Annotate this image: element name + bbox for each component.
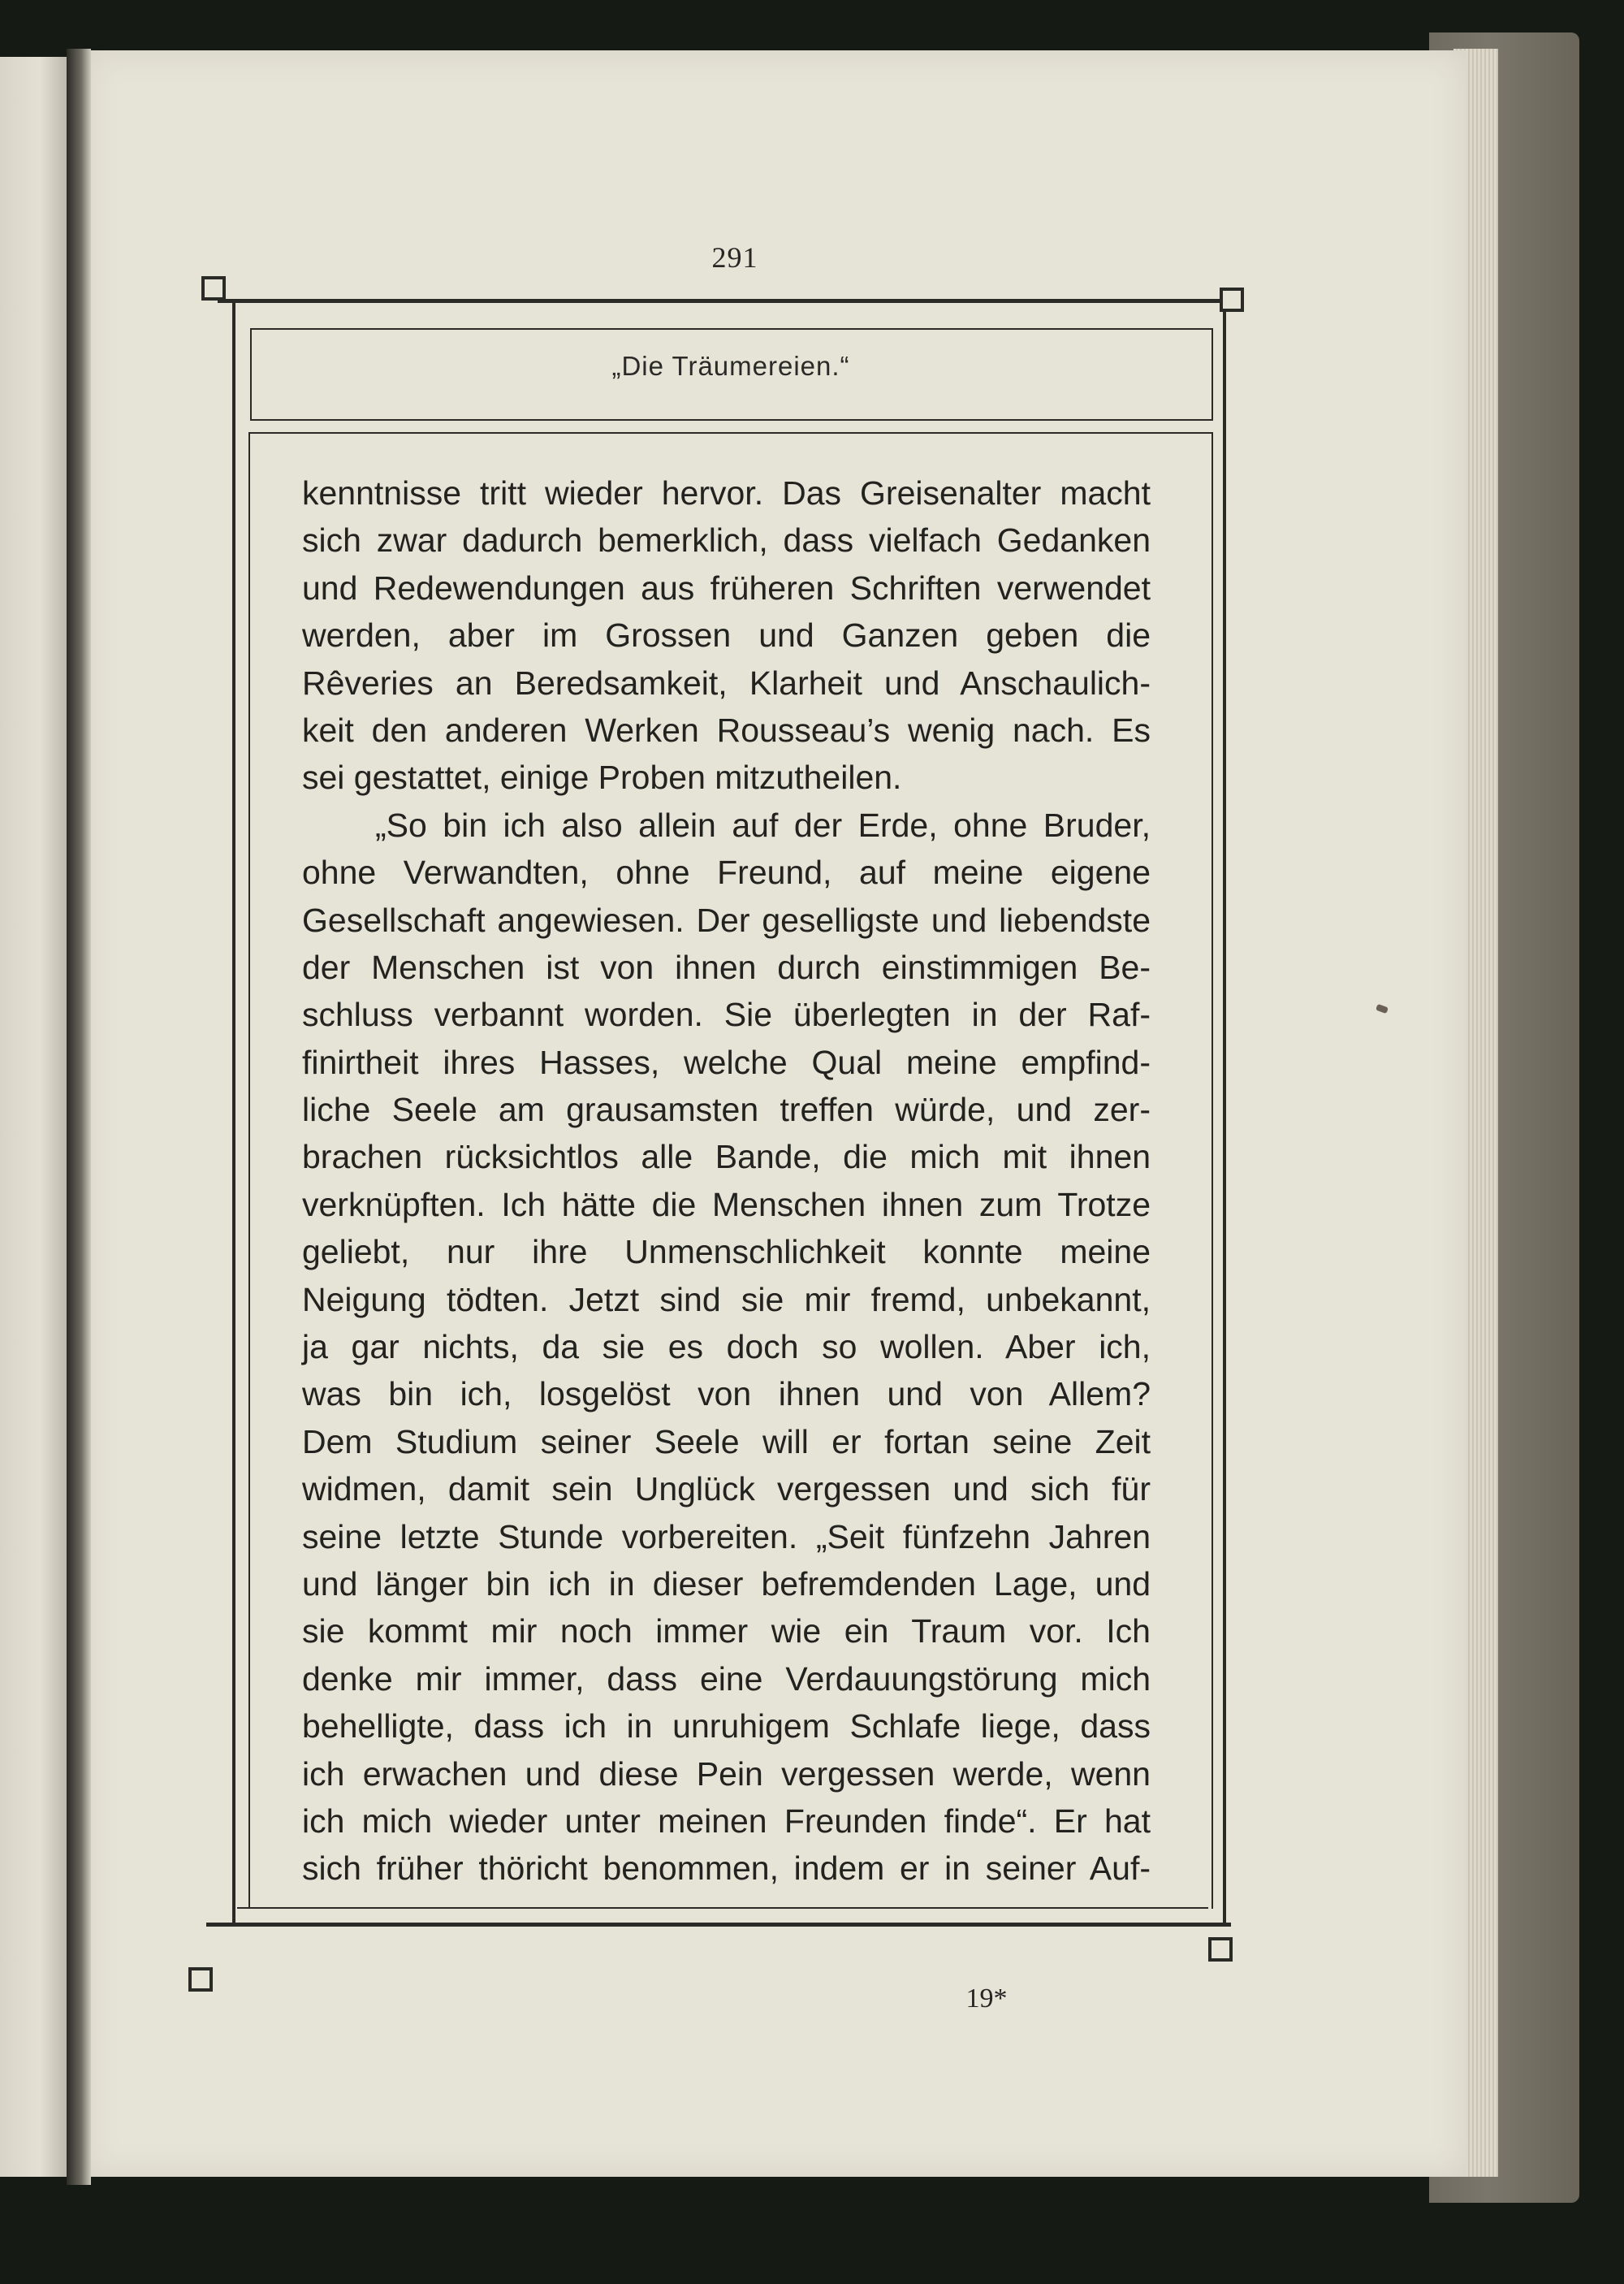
text-line: und länger bin ich in dieser befremdenden Lage, und	[302, 1564, 1151, 1603]
text-line: was bin ich, losgelöst von ihnen und von Allem?	[302, 1375, 1151, 1413]
text-line: ich mich wieder unter meinen Freunden finde“. Er hat	[302, 1802, 1151, 1840]
body-text	[302, 469, 1151, 1893]
text-line: Gesellschaft angewiesen. Der geselligste und liebendste	[302, 901, 1151, 939]
text-line: ich erwachen und diese Pein vergessen werde, wenn	[302, 1754, 1151, 1793]
text-line: Rêveries an Beredsamkeit, Klarheit und Anschaulich-	[302, 664, 1151, 702]
text-line: seine letzte Stunde vorbereiten. „Seit fünfzehn Jahren	[302, 1517, 1151, 1555]
text-line: Neigung tödten. Jetzt sind sie mir fremd, unbekannt,	[302, 1280, 1151, 1318]
facing-page-edge	[0, 57, 67, 2177]
text-line: sich zwar dadurch bemerklich, dass vielfach Gedanken	[302, 521, 1151, 560]
text-line: behelligte, dass ich in unruhigem Schlafe liege, dass	[302, 1707, 1151, 1745]
text-box-top	[248, 432, 1213, 434]
text-line: sich früher thöricht benommen, indem er in seiner Auf-	[302, 1849, 1151, 1888]
text-line: Dem Studium seiner Seele will er fortan seine Zeit	[302, 1422, 1151, 1460]
header-box-bottom	[250, 419, 1213, 421]
text-line: finirtheit ihres Hasses, welche Qual meine empfind-	[302, 1043, 1151, 1081]
text-line: „So bin ich also allein auf der Erde, ohne Bruder,	[375, 806, 1151, 844]
text-line: verknüpften. Ich hätte die Menschen ihnen zum Trotze	[302, 1185, 1151, 1223]
gutter-shadow	[67, 49, 91, 2185]
text-line: kenntnisse tritt wieder hervor. Das Greisenalter macht	[302, 474, 1151, 512]
text-line: brachen rücksichtlos alle Bande, die mich mit ihnen	[302, 1138, 1151, 1176]
header-box-right	[1212, 328, 1213, 421]
frame-outer-top	[218, 299, 1242, 303]
text-line: der Menschen ist von ihnen durch einstimmigen Be-	[302, 948, 1151, 986]
text-line: keit den anderen Werken Rousseau’s wenig nach. Es	[302, 711, 1151, 749]
text-line: geliebt, nur ihre Unmenschlichkeit konnte meine	[302, 1233, 1151, 1271]
text-line: ohne Verwandten, ohne Freund, auf meine eigene	[302, 854, 1151, 892]
text-line: ja gar nichts, da sie es doch so wollen. Aber ich,	[302, 1328, 1151, 1366]
signature-mark: 19*	[965, 1983, 1008, 2014]
text-line: widmen, damit sein Unglück vergessen und sich für	[302, 1470, 1151, 1508]
corner-ornament-top-left	[201, 276, 226, 301]
text-line: liche Seele am grausamsten treffen würde, und zer-	[302, 1091, 1151, 1129]
header-box-left	[250, 328, 252, 421]
text-box-bottom	[237, 1907, 1208, 1909]
running-head: „Die Träumereien.“	[611, 351, 850, 381]
frame-outer-right	[1223, 299, 1226, 1927]
text-line: denke mir immer, dass eine Verdauungstörung mich	[302, 1659, 1151, 1698]
corner-ornament-bottom-right	[1208, 1937, 1233, 1962]
header-box-top	[250, 328, 1213, 330]
text-line: schluss verbannt worden. Sie überlegten in der Raf-	[302, 996, 1151, 1034]
text-line: und Redewendungen aus früheren Schriften verwendet	[302, 569, 1151, 607]
text-line: sie kommt mir noch immer wie ein Traum vor. Ich	[302, 1612, 1151, 1650]
corner-ornament-top-right	[1220, 288, 1244, 312]
corner-ornament-bottom-left	[188, 1967, 213, 1992]
text-line: sei gestattet, einige Proben mitzutheilen.	[302, 759, 902, 797]
frame-outer-left	[232, 299, 235, 1927]
text-box-right	[1212, 432, 1213, 1909]
text-box-left	[248, 432, 250, 1909]
page-number: 291	[711, 241, 758, 274]
frame-outer-bottom	[206, 1923, 1231, 1927]
text-line: werden, aber im Grossen und Ganzen geben die	[302, 616, 1151, 655]
